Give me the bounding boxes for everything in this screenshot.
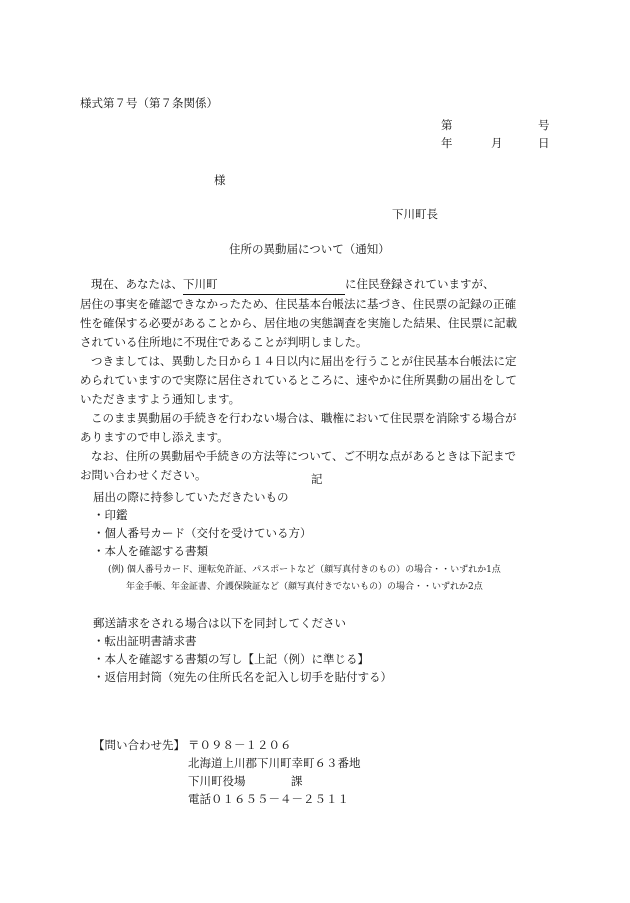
paragraph-2-line-2: められていますので実際に居住されているところに、速やかに住所異動の届出をして [80,373,517,387]
paragraph-4-line-1: なお、住所の異動届や手続きの方法等について、ご不明な点があるときは下記まで [90,449,517,463]
paragraph-3-line-1: このまま異動届の手続きを行わない場合は、職権において住民票を消除する場合が [90,411,517,425]
bring-item-seal: ・印鑑 [93,508,128,522]
contact-postal: 〒０９８－１２０６ [188,738,292,752]
contact-office: 下川町役場 [188,774,246,788]
paragraph-1-line-1: 現在、あなたは、下川町 に住民登録されていますが、 [80,275,550,295]
date-month: 月 [491,136,503,150]
doc-no-prefix: 第 [441,118,453,132]
bring-heading: 届出の際に持参していただきたいもの [93,490,289,504]
paragraph-3-line-2: ありますので申し添えます。 [80,430,229,444]
document-title: 住所の異動届について（通知） [229,242,390,256]
paragraph-1-line-3: 性を確保する必要があることから、居住地の実態調査を実施した結果、住民票に記載 [80,316,517,330]
mail-item-id-copy: ・本人を確認する書類の写し【上記（例）に準じる】 [93,652,369,666]
doc-no-suffix: 号 [538,118,550,132]
example-line-1: (例) 個人番号カード、運転免許証、パスポートなど（顔写真付きのもの）の場合・・いずれか1点 [108,565,501,575]
contact-phone: 電話０１６５５－４－２５１１ [188,792,349,806]
sender: 下川町長 [392,207,438,221]
contact-section: 課 [291,774,303,788]
form-number: 様式第７号（第７条関係） [80,96,218,110]
bring-item-id: ・本人を確認する書類 [93,544,208,558]
address-underline: 下川町 [183,275,345,295]
paragraph-2-line-1: つきましては、異動した日から１４日以内に届出を行うことが住民基本台帳法に定 [90,354,517,368]
mail-heading: 郵送請求をされる場合は以下を同封してください [93,616,346,630]
example-line-2: 年金手帳、年金証書、介護保険証など（顔写真付きでないもの）の場合・・いずれか2点 [126,582,483,592]
body-text [80,275,550,485]
paragraph-1-line-4: されている住所地に不現住であることが判明しました。 [80,335,368,349]
date-day: 日 [538,136,550,150]
ki-note: 記 [311,472,323,486]
date-year: 年 [441,136,453,150]
mail-item-return-envelope: ・返信用封筒（宛先の住所氏名を記入し切手を貼付する） [93,670,392,684]
contact-label: 【問い合わせ先】 [93,738,185,752]
paragraph-2-line-3: いただきますよう通知します。 [80,392,241,406]
contact-address: 北海道上川郡下川町幸町６３番地 [188,756,361,770]
bring-item-mynumber: ・個人番号カード（交付を受けている方） [93,526,312,540]
addressee-suffix: 様 [214,173,226,187]
paragraph-1-line-2: 居住の事実を確認できなかったため、住民基本台帳法に基づき、住民票の記録の正確 [80,297,517,311]
paragraph-4-line-2: お問い合わせください。 [80,468,207,482]
mail-item-request-form: ・転出証明書請求書 [93,634,197,648]
